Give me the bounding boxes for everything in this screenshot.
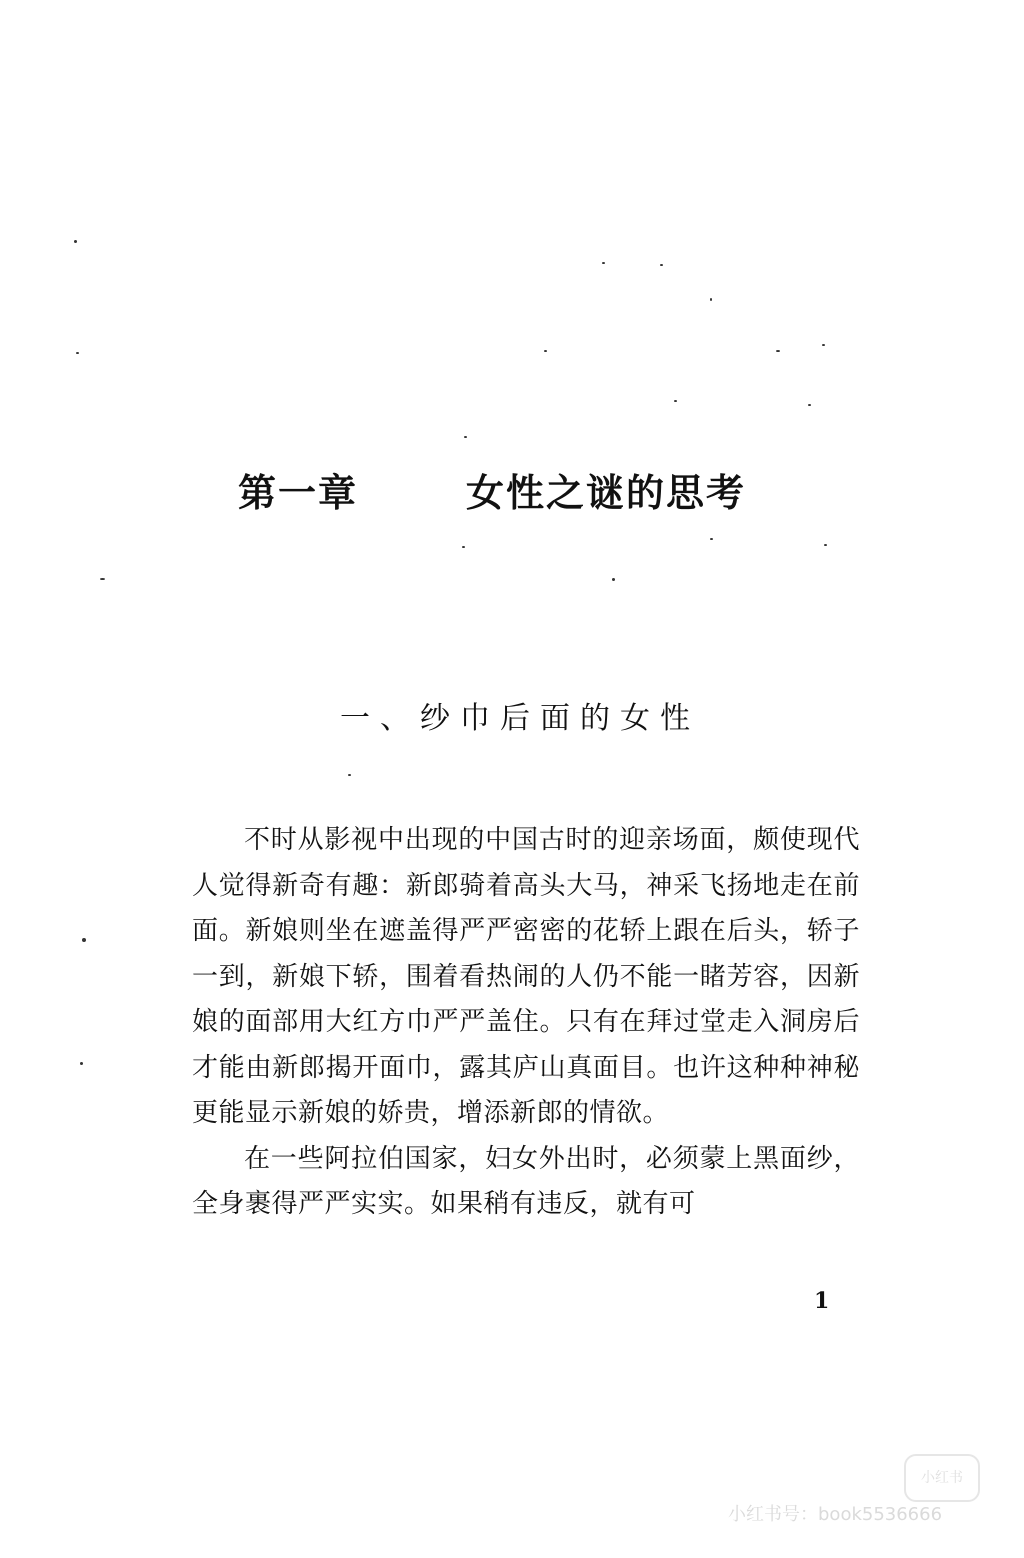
body-text [192, 818, 860, 1228]
scan-speck [82, 938, 86, 942]
scan-speck [80, 1062, 83, 1065]
page-number: 1 [814, 1288, 830, 1314]
scan-speck [348, 774, 351, 776]
scan-speck [76, 352, 79, 354]
scan-speck [602, 262, 605, 264]
scan-speck [824, 544, 827, 546]
chapter-title: 女性之谜的思考 [466, 471, 747, 515]
paragraph: 不时从影视中出现的中国古时的迎亲场面，颇使现代人觉得新奇有趣：新郎骑着高头大马，神采飞扬地走在前面。新娘则坐在遮盖得严严密密的花轿上跟在后头，轿子一到，新娘下轿，围着看热闹的人仍不能一睹芳容，因新娘的面部用大红方巾严严盖住。只有在拜过堂走入洞房后才能由新郎揭开面巾，露其庐山真面目。也许这种种神秘更能显示新娘的娇贵，增添新郎的情欲。 [192, 825, 860, 1128]
watermark-logo: 小红书 [904, 1454, 980, 1502]
scan-speck [612, 578, 615, 581]
scan-speck [464, 436, 467, 438]
paragraph: 在一些阿拉伯国家，妇女外出时，必须蒙上黑面纱，全身裹得严严实实。如果稍有违反，就有可 [192, 1143, 860, 1219]
scan-speck [100, 578, 105, 580]
scan-speck [74, 240, 77, 243]
watermark-text: 小红书号：book5536666 [728, 1504, 943, 1525]
scan-speck [544, 350, 547, 352]
section-heading: 一、纱巾后面的女性 [340, 701, 700, 736]
scan-speck [674, 400, 677, 402]
scan-speck [462, 546, 465, 548]
chapter-heading [238, 462, 798, 522]
scan-speck [776, 350, 780, 352]
scan-speck [808, 404, 811, 406]
scan-speck [822, 344, 825, 346]
scan-speck [710, 298, 712, 301]
chapter-number: 第一章 [238, 471, 359, 515]
scan-speck [710, 538, 713, 540]
scan-speck [660, 264, 663, 266]
